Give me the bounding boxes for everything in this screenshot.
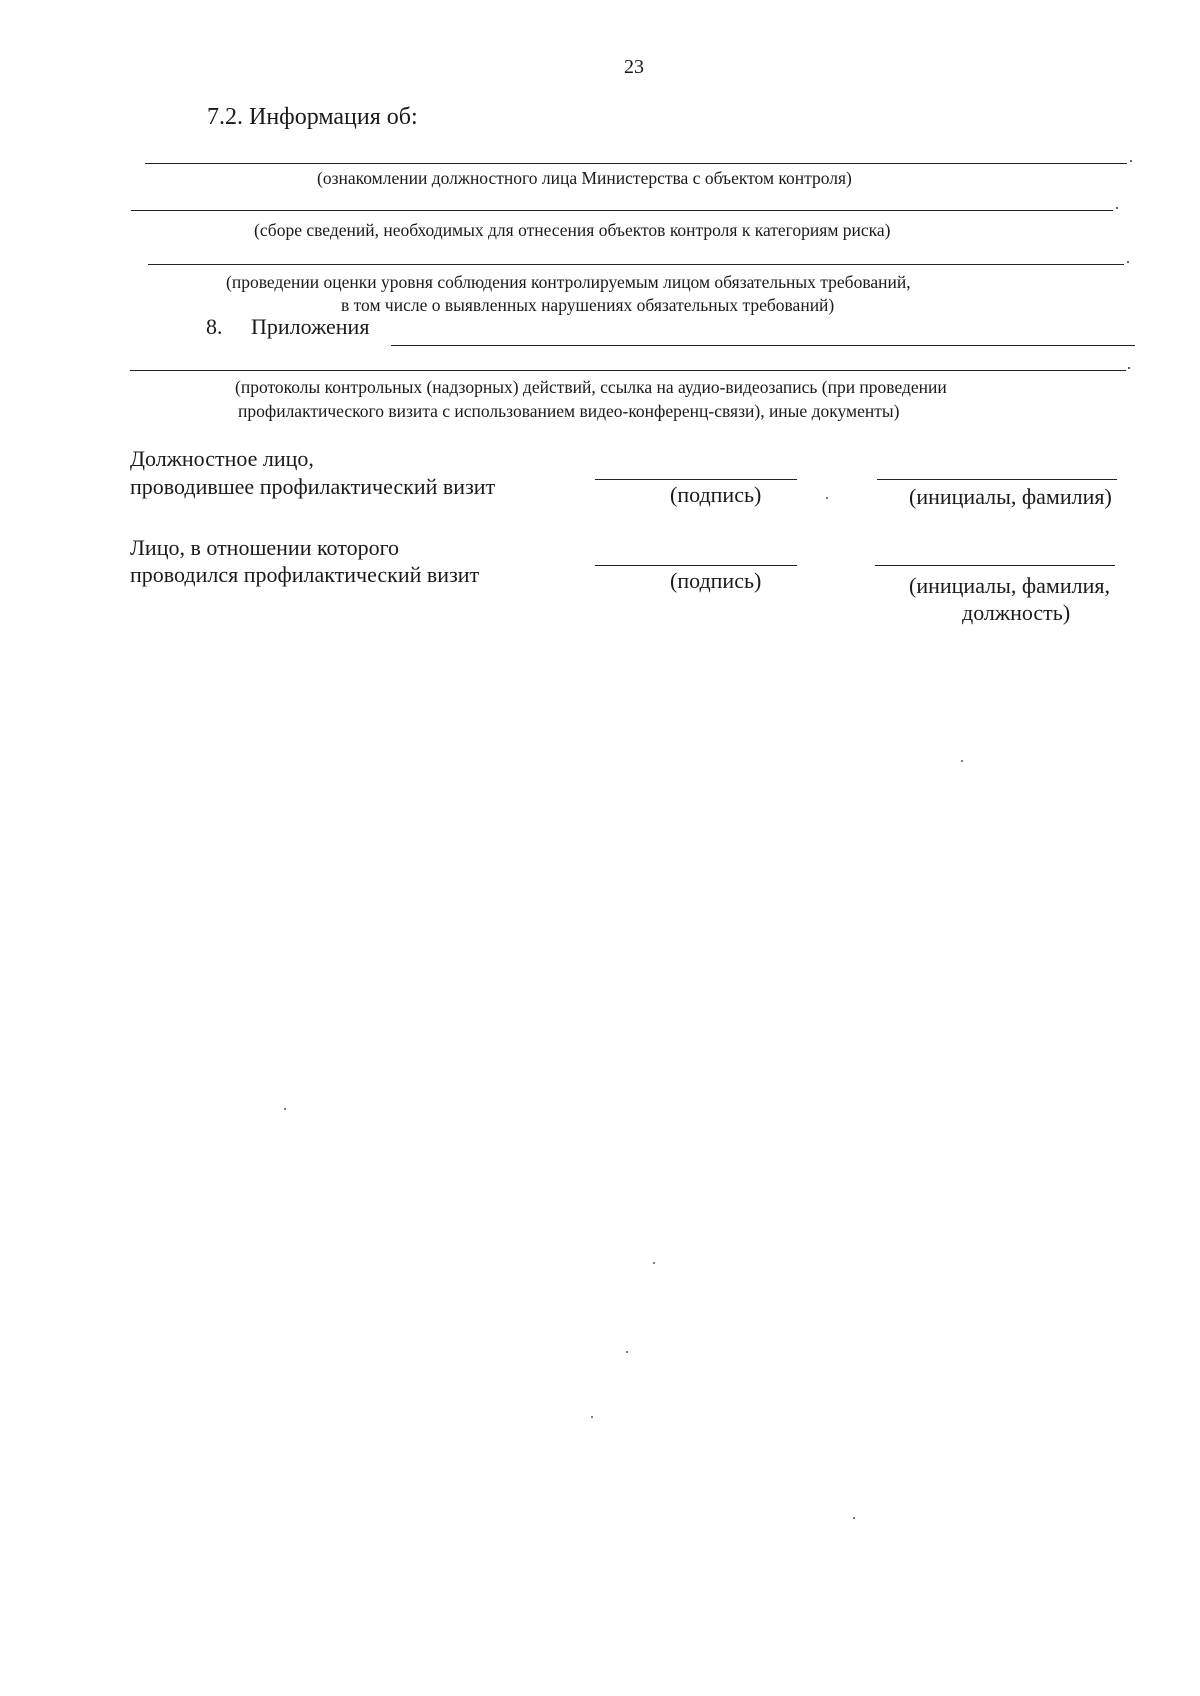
- subject-signature-caption: (подпись): [670, 568, 762, 593]
- page-number: 23: [624, 56, 644, 78]
- scan-speck: [284, 1108, 286, 1110]
- scan-speck: [826, 497, 828, 499]
- subject-label-line2: проводился профилактический визит: [130, 562, 480, 587]
- subject-name-line: [875, 565, 1115, 566]
- subject-signature-line: [595, 565, 797, 566]
- official-signature-line: [595, 479, 797, 480]
- caption-attachments-2: профилактического визита с использованием видео-конференц-связи), иные документы): [238, 401, 900, 421]
- blank-line-data-collection: [131, 210, 1113, 211]
- official-signature-caption: (подпись): [670, 482, 762, 507]
- subject-label-line1: Лицо, в отношении которого: [130, 535, 400, 560]
- line-end-dot: [1128, 367, 1130, 369]
- scan-speck: [653, 1262, 655, 1264]
- caption-compliance-assessment-2: в том числе о выявленных нарушениях обязательных требований): [341, 295, 835, 315]
- blank-line-familiarization: [145, 163, 1127, 164]
- caption-compliance-assessment-1: (проведении оценки уровня соблюдения контролируемым лицом обязательных требований,: [226, 272, 911, 292]
- scan-speck: [626, 1351, 628, 1353]
- scan-speck: [853, 1517, 855, 1519]
- line-end-dot: [1130, 160, 1132, 162]
- scan-speck: [591, 1416, 593, 1418]
- subject-name-caption-2: должность): [962, 600, 1071, 625]
- scan-speck: [961, 760, 963, 762]
- official-name-caption: (инициалы, фамилия): [909, 484, 1112, 509]
- official-label-line2: проводившее профилактический визит: [130, 474, 496, 499]
- section-7-2-heading: 7.2. Информация об:: [207, 104, 418, 130]
- blank-line-attachments: [391, 345, 1135, 346]
- official-name-line: [877, 479, 1117, 480]
- caption-attachments-1: (протоколы контрольных (надзорных) действий, ссылка на аудио-видеозапись (при проведении: [235, 377, 947, 397]
- line-end-dot: [1127, 261, 1129, 263]
- caption-data-collection: (сборе сведений, необходимых для отнесения объектов контроля к категориям риска): [254, 220, 891, 240]
- official-label-line1: Должностное лицо,: [130, 446, 314, 471]
- subject-name-caption-1: (инициалы, фамилия,: [909, 573, 1110, 598]
- section-8-number: 8.: [206, 314, 223, 339]
- blank-line-compliance-assessment: [148, 264, 1124, 265]
- line-end-dot: [1116, 207, 1118, 209]
- blank-line-attachments-2: [130, 370, 1126, 371]
- section-8-label: Приложения: [251, 314, 370, 339]
- caption-familiarization: (ознакомлении должностного лица Министерства с объектом контроля): [317, 168, 852, 188]
